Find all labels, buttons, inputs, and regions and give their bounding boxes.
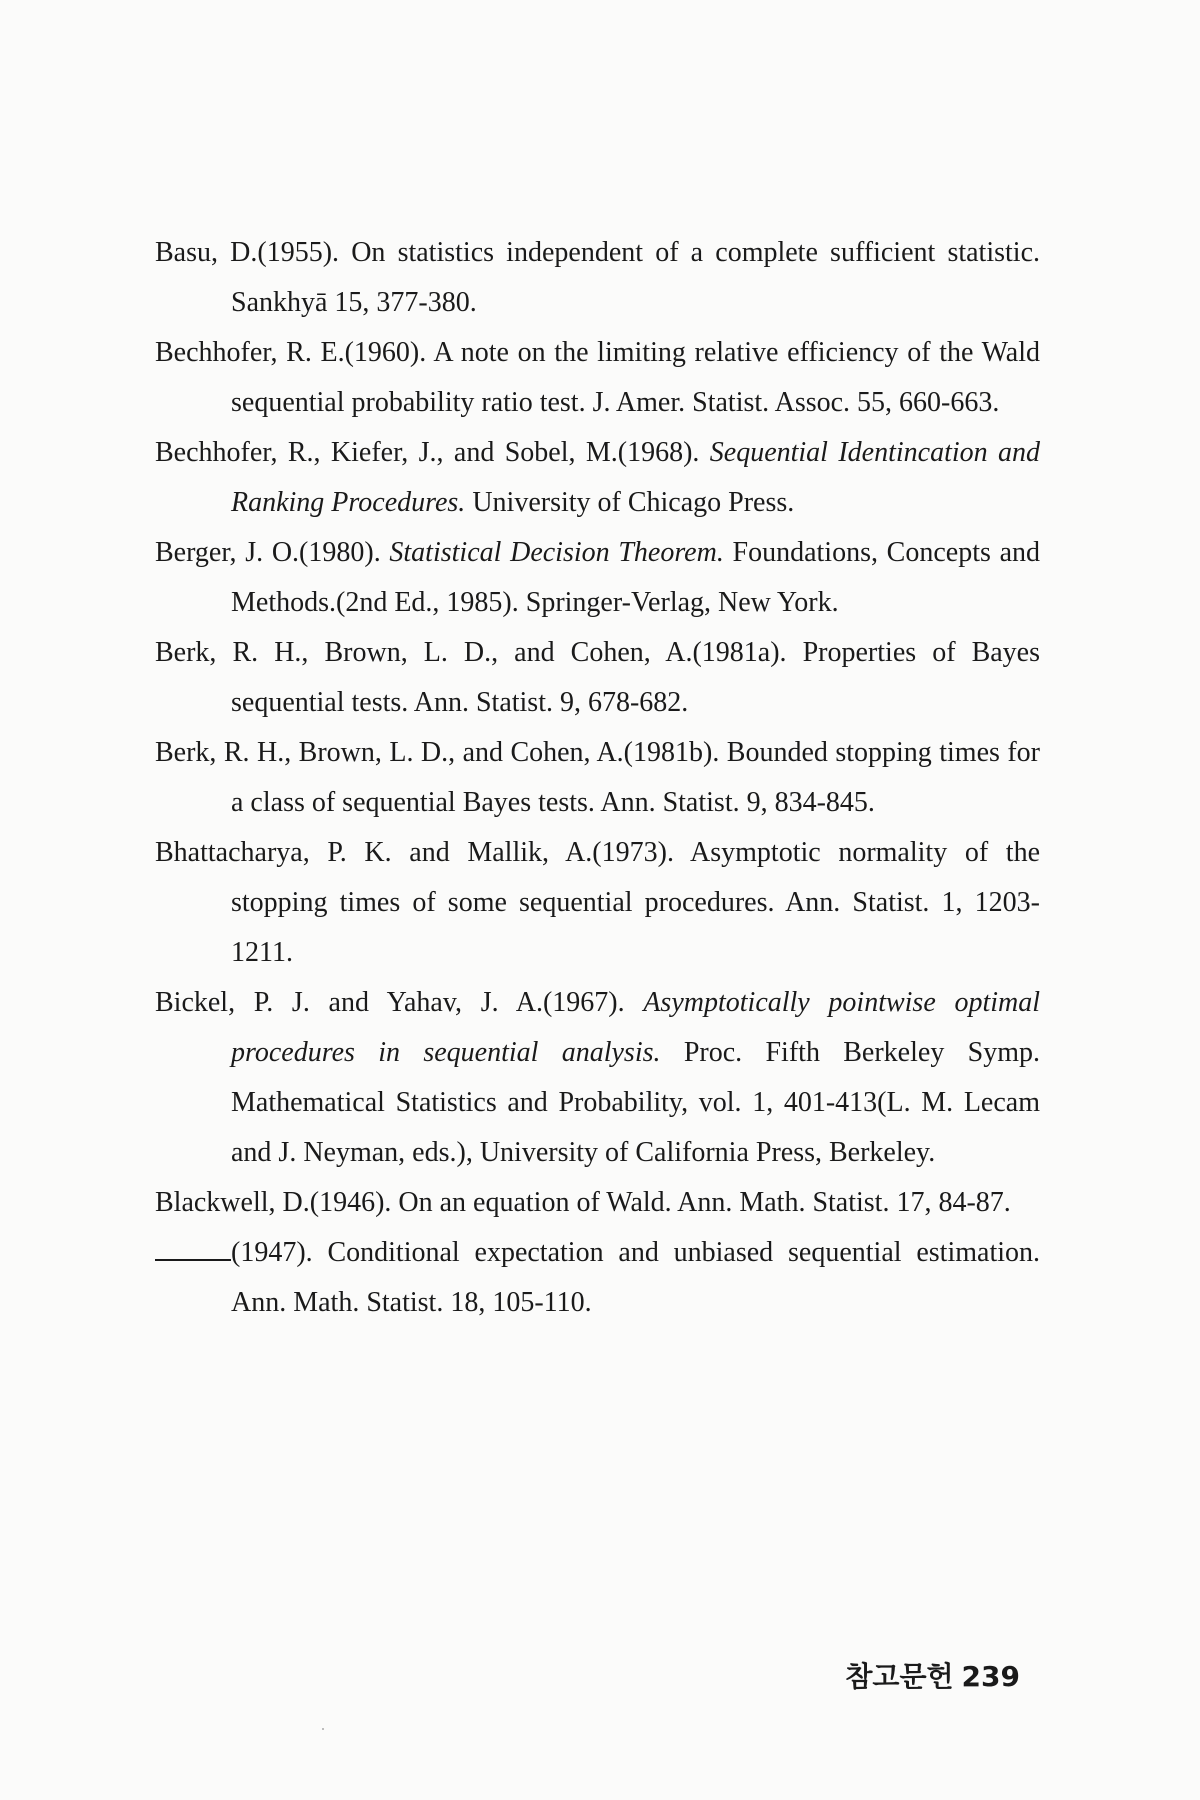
- reference-list: [155, 228, 1040, 1328]
- page-number: 239: [961, 1660, 1020, 1693]
- reference-entry: [155, 328, 1040, 428]
- repeated-author-dash: [155, 1237, 231, 1261]
- footer-label: 참고문헌: [845, 1660, 954, 1693]
- speck-mark: [322, 1728, 324, 1730]
- reference-entry: [155, 528, 1040, 628]
- reference-entry: [155, 828, 1040, 978]
- reference-text: Proc. Fifth Berkeley Symp. Mathematical Statistics and Probability, vol. 1, 401-413(L. M. Lecam and J. Neyman, eds.), University of California Press, Berkeley.: [231, 1037, 1040, 1168]
- reference-entry: [155, 428, 1040, 528]
- reference-text: University of Chicago Press.: [465, 487, 795, 518]
- reference-title: Asymptotically pointwise optimal procedures in sequential analysis.: [231, 987, 1040, 1068]
- reference-text: Berk, R. H., Brown, L. D., and Cohen, A.(1981a). Properties of Bayes sequential tests. Ann. Statist. 9, 678-682.: [155, 637, 1040, 718]
- reference-entry: [155, 628, 1040, 728]
- reference-entry: [155, 1228, 1040, 1328]
- reference-text: Bechhofer, R. E.(1960). A note on the limiting relative efficiency of the Wald sequential probability ratio test. J. Amer. Statist. Assoc. 55, 660-663.: [155, 337, 1040, 418]
- page-footer: [845, 1655, 1020, 1695]
- reference-entry: [155, 1178, 1040, 1228]
- reference-text: Bickel, P. J. and Yahav, J. A.(1967).: [155, 987, 644, 1018]
- reference-entry: [155, 978, 1040, 1178]
- reference-text: Bechhofer, R., Kiefer, J., and Sobel, M.(1968).: [155, 437, 710, 468]
- reference-text: Basu, D.(1955). On statistics independent of a complete sufficient statistic. Sankhyā 15, 377-380.: [155, 237, 1040, 318]
- reference-title: Sequential Identincation and Ranking Procedures.: [231, 437, 1040, 518]
- reference-title: Statistical Decision Theorem.: [389, 537, 724, 568]
- reference-text: Berger, J. O.(1980).: [155, 537, 390, 568]
- reference-text: Berk, R. H., Brown, L. D., and Cohen, A.(1981b). Bounded stopping times for a class of sequential Bayes tests. Ann. Statist. 9, 834-845.: [155, 737, 1040, 818]
- reference-text: Blackwell, D.(1946). On an equation of Wald. Ann. Math. Statist. 17, 84-87.: [155, 1187, 1011, 1218]
- reference-text: Bhattacharya, P. K. and Mallik, A.(1973). Asymptotic normality of the stopping times of some sequential procedures. Ann. Statist. 1, 1203-1211.: [155, 837, 1040, 968]
- reference-text: Foundations, Concepts and Methods.(2nd Ed., 1985). Springer-Verlag, New York.: [231, 537, 1040, 618]
- reference-entry: [155, 728, 1040, 828]
- reference-entry: [155, 228, 1040, 328]
- reference-text: (1947). Conditional expectation and unbiased sequential estimation. Ann. Math. Statist. 18, 105-110.: [231, 1237, 1040, 1318]
